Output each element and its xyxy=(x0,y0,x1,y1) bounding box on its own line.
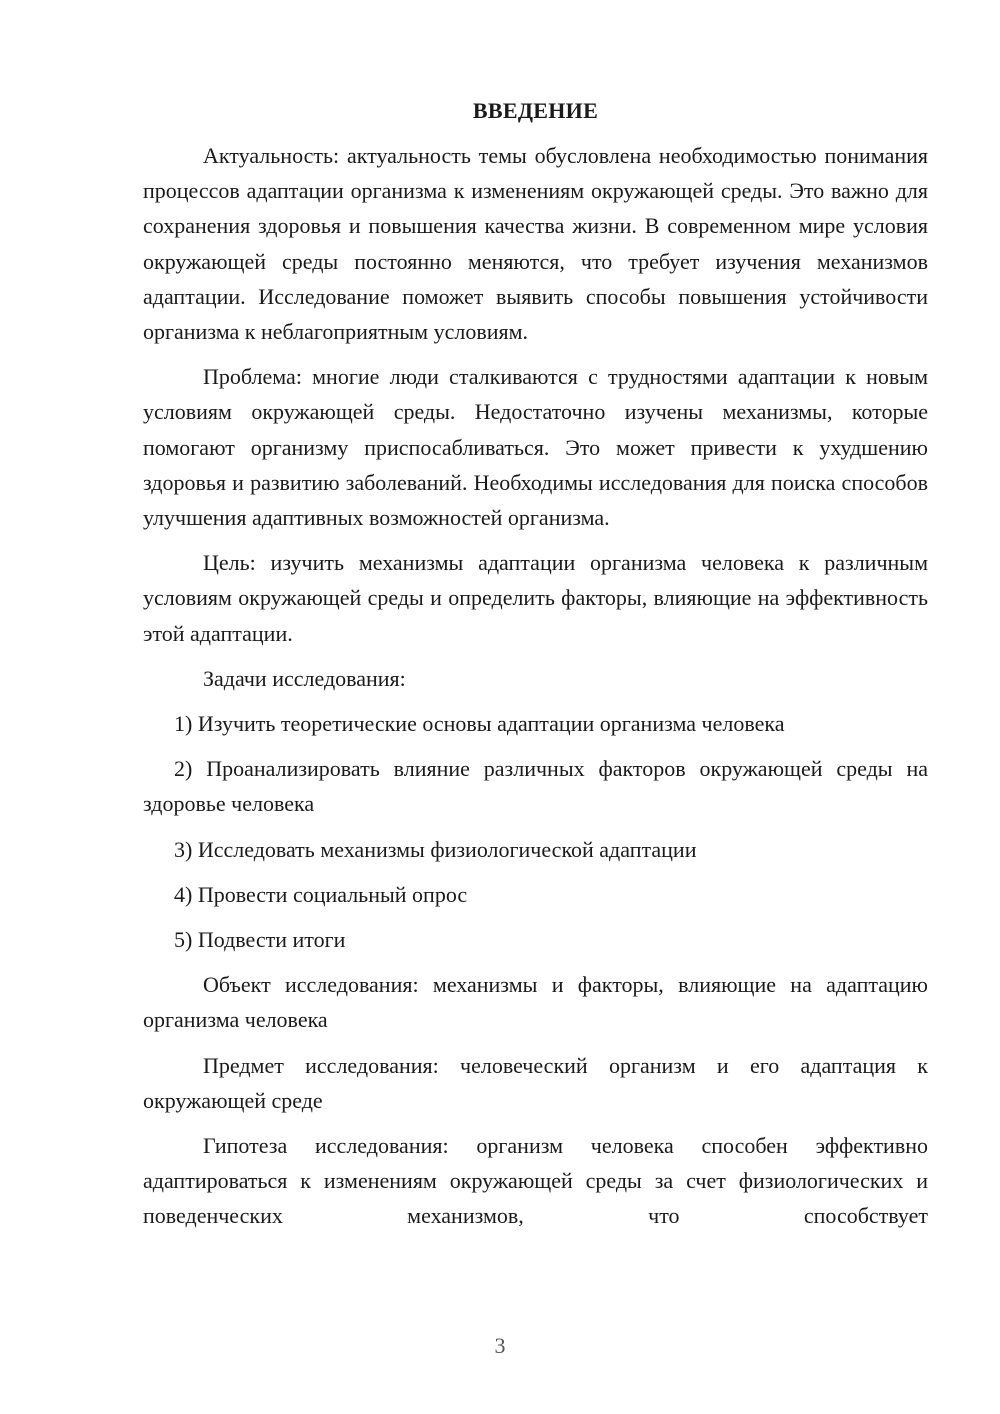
tasks-heading: Задачи исследования: xyxy=(203,665,406,691)
page-number: 3 xyxy=(494,1333,506,1358)
task-item-5: 5) Подвести итоги xyxy=(174,927,346,953)
section-title: ВВЕДЕНИЕ xyxy=(472,98,599,123)
paragraph-object: Объект исследования: механизмы и факторы, влияющие на адаптацию организма человека xyxy=(143,972,928,1033)
task-item-3: 3) Исследовать механизмы физиологической адаптации xyxy=(174,836,697,862)
paragraph-relevance: Актуальность: актуальность темы обусловлена необходимостью понимания процессов адаптации организма к изменениям окружающей среды. Это важно для сохранения здоровья и повышения качества жизни. В современном мире условия окружающей среды постоянно меняются, что требует изучения механизмов адаптации. Исследование поможет выявить способы повышения устойчивости организма к неблагоприятным условиям. xyxy=(143,143,928,345)
task-item-2: 2) Проанализировать влияние различных факторов окружающей среды на здоровье человека xyxy=(143,756,928,817)
task-item-4: 4) Провести социальный опрос xyxy=(174,881,468,907)
paragraph-hypothesis: Гипотеза исследования: организм человека способен эффективно адаптироваться к изменениям окружающей среды за счет физиологических и поведенческих механизмов, что способствует xyxy=(143,1133,928,1229)
paragraph-subject: Предмет исследования: человеческий организм и его адаптация к окружающей среде xyxy=(143,1052,928,1113)
paragraph-problem: Проблема: многие люди сталкиваются с трудностями адаптации к новым условиям окружающей среды. Недостаточно изучены механизмы, которые помогают организму приспосабливаться. Это может привести к ухудшению здоровья и развитию заболеваний. Необходимы исследования для поиска способов улучшения адаптивных возможностей организма. xyxy=(143,364,928,531)
page-content xyxy=(143,93,928,1234)
paragraph-goal: Цель: изучить механизмы адаптации организма человека к различным условиям окружающей среды и определить факторы, влияющие на эффективность этой адаптации. xyxy=(143,550,928,646)
task-item-1: 1) Изучить теоретические основы адаптации организма человека xyxy=(174,711,785,737)
